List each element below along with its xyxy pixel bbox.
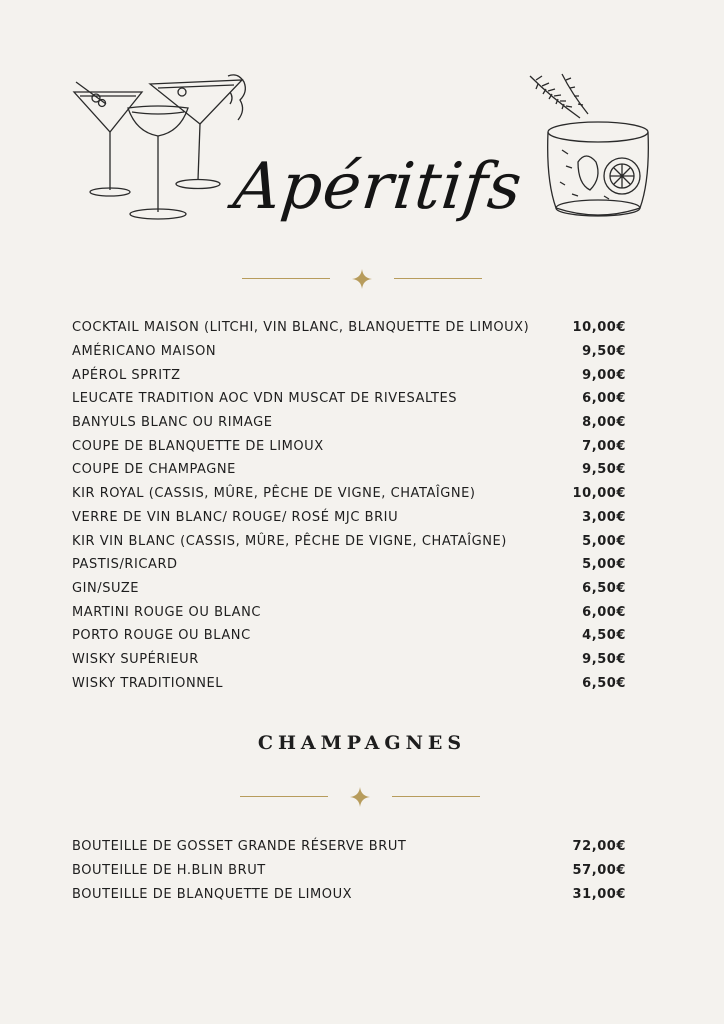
menu-item — [72, 316, 628, 340]
sparkle-icon — [348, 787, 372, 807]
menu-item — [72, 577, 628, 601]
menu-item-price: 6,00€ — [582, 391, 626, 407]
menu-item-name: BOUTEILLE DE H.BLIN BRUT — [72, 863, 266, 879]
menu-item-price: 4,50€ — [582, 628, 626, 644]
sparkle-icon — [350, 269, 374, 289]
menu-item-price: 57,00€ — [572, 863, 626, 879]
menu-item-name: KIR VIN BLANC (CASSIS, MÛRE, PÊCHE DE VIGNE, CHATAÎGNE) — [72, 533, 507, 549]
menu-item — [72, 648, 628, 672]
champagnes-heading: CHAMPAGNES — [257, 732, 467, 754]
menu-item — [72, 363, 628, 387]
menu-item — [72, 835, 628, 859]
divider-line-left — [242, 278, 330, 279]
menu-item-price: 7,00€ — [582, 438, 626, 454]
menu-item-price: 9,00€ — [582, 367, 626, 383]
menu-item-price: 9,50€ — [582, 651, 626, 667]
menu-item-price: 8,00€ — [582, 415, 626, 431]
aperitifs-list — [72, 316, 628, 695]
menu-item-price: 5,00€ — [582, 533, 626, 549]
menu-item-name: LEUCATE TRADITION AOC VDN MUSCAT DE RIVESALTES — [72, 391, 458, 407]
menu-item — [72, 671, 628, 695]
menu-item-name: PASTIS/RICARD — [72, 557, 178, 573]
menu-item-name: WISKY SUPÉRIEUR — [72, 651, 199, 667]
menu-item — [72, 624, 628, 648]
menu-item-name: BOUTEILLE DE BLANQUETTE DE LIMOUX — [72, 886, 353, 902]
menu-item — [72, 411, 628, 435]
menu-item-name: KIR ROYAL (CASSIS, MÛRE, PÊCHE DE VIGNE, CHATAÎGNE) — [72, 486, 476, 502]
menu-item-name: COUPE DE BLANQUETTE DE LIMOUX — [72, 438, 324, 454]
menu-item-name: WISKY TRADITIONNEL — [72, 675, 224, 691]
menu-item-price: 9,50€ — [582, 344, 626, 360]
menu-item — [72, 340, 628, 364]
menu-item — [72, 482, 628, 506]
champagnes-divider — [240, 787, 480, 807]
menu-item-name: BANYULS BLANC OU RIMAGE — [72, 415, 273, 431]
menu-header — [0, 0, 724, 260]
menu-item — [72, 387, 628, 411]
menu-item-name: VERRE DE VIN BLANC/ ROUGE/ ROSÉ MJC BRIU — [72, 509, 399, 525]
menu-item-name: MARTINI ROUGE OU BLANC — [72, 604, 261, 620]
menu-item — [72, 434, 628, 458]
divider-line-right — [394, 278, 482, 279]
page-title: Apéritifs — [230, 150, 526, 224]
menu-item-name: COUPE DE CHAMPAGNE — [72, 462, 236, 478]
menu-item — [72, 529, 628, 553]
menu-item — [72, 600, 628, 624]
menu-item-price: 6,50€ — [582, 580, 626, 596]
menu-item-name: GIN/SUZE — [72, 580, 140, 596]
menu-item-name: COCKTAIL MAISON (LITCHI, VIN BLANC, BLANQUETTE DE LIMOUX) — [72, 320, 530, 336]
menu-item-name: BOUTEILLE DE GOSSET GRANDE RÉSERVE BRUT — [72, 839, 407, 855]
menu-item-price: 72,00€ — [572, 839, 626, 855]
menu-item-price: 9,50€ — [582, 462, 626, 478]
divider-line-left — [240, 796, 328, 797]
menu-item-name: AMÉRICANO MAISON — [72, 344, 217, 360]
gin-tonic-glass-icon — [522, 70, 662, 230]
menu-item-name: PORTO ROUGE OU BLANC — [72, 628, 251, 644]
divider-line-right — [392, 796, 480, 797]
menu-item — [72, 506, 628, 530]
menu-item-price: 6,50€ — [582, 675, 626, 691]
menu-item — [72, 458, 628, 482]
menu-item-price: 10,00€ — [572, 320, 626, 336]
menu-item-name: APÉROL SPRITZ — [72, 367, 181, 383]
champagnes-list — [72, 835, 628, 906]
menu-item-price: 5,00€ — [582, 557, 626, 573]
menu-item — [72, 882, 628, 906]
title-divider — [242, 269, 482, 289]
menu-item — [72, 859, 628, 883]
menu-item — [72, 553, 628, 577]
menu-item-price: 31,00€ — [572, 886, 626, 902]
menu-item-price: 6,00€ — [582, 604, 626, 620]
martini-glasses-icon — [70, 70, 250, 230]
menu-item-price: 10,00€ — [572, 486, 626, 502]
menu-item-price: 3,00€ — [582, 509, 626, 525]
